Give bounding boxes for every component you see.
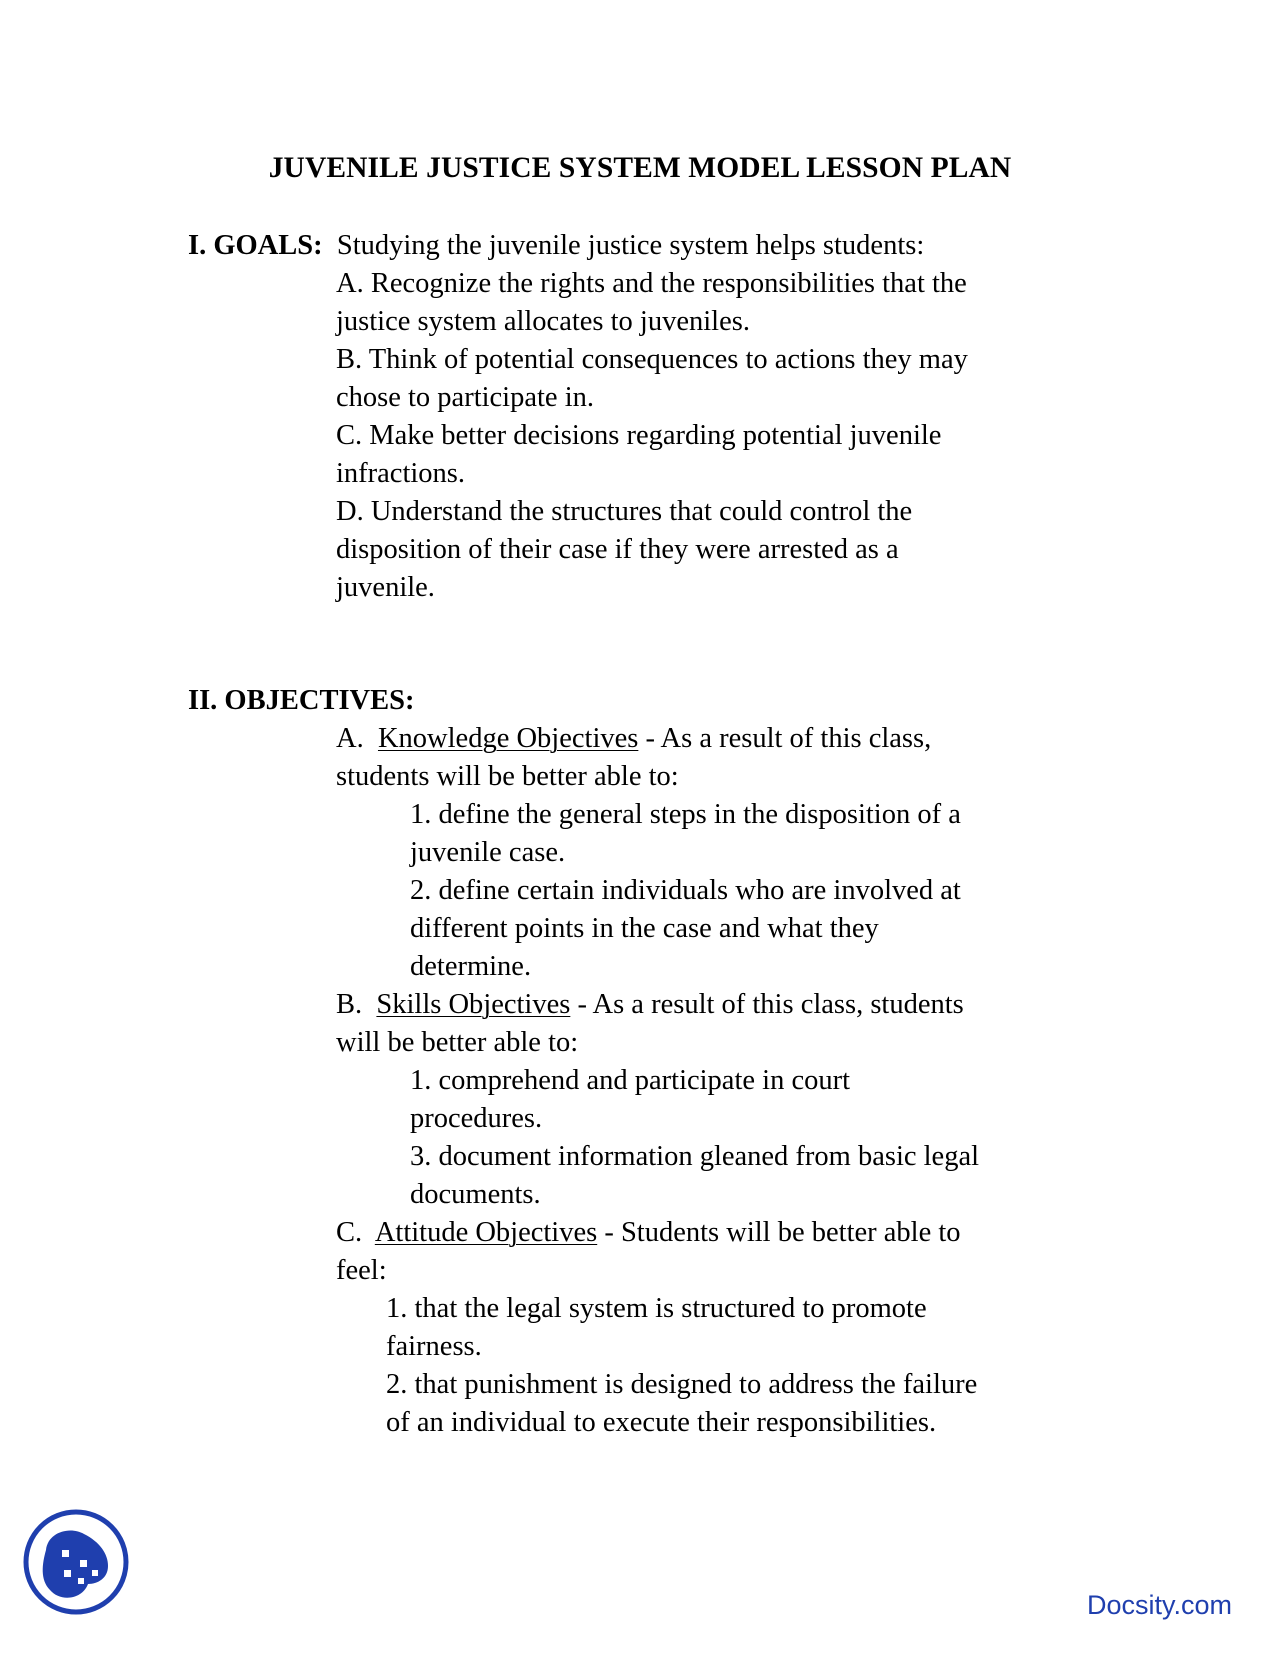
knowledge-item: 1. define the general steps in the disposition of a — [410, 799, 961, 830]
goal-line: juvenile. — [336, 572, 435, 603]
goal-line: disposition of their case if they were arrested as a — [336, 534, 899, 565]
attitude-cont: feel: — [336, 1255, 387, 1286]
skills-rest: - As a result of this class, students — [570, 989, 964, 1020]
skills-item: 3. document information gleaned from basic legal — [410, 1141, 980, 1172]
skills-objectives-line — [336, 986, 964, 1024]
knowledge-item: different points in the case and what they — [410, 913, 879, 944]
goal-line: D. Understand the structures that could control the — [336, 496, 913, 527]
goals-heading: I. GOALS: — [188, 230, 323, 261]
skills-cont: will be better able to: — [336, 1027, 579, 1058]
goal-line: justice system allocates to juveniles. — [336, 306, 750, 337]
knowledge-cont: students will be better able to: — [336, 761, 679, 792]
skills-item: documents. — [410, 1179, 541, 1210]
knowledge-objectives-label: Knowledge Objectives — [377, 723, 639, 754]
goals-intro: Studying the juvenile justice system helps students: — [336, 230, 925, 261]
attitude-item: 2. that punishment is designed to address the failure — [386, 1369, 978, 1400]
attitude-item: 1. that the legal system is structured to promote — [386, 1293, 927, 1324]
knowledge-item: juvenile case. — [410, 837, 566, 868]
goal-line: chose to participate in. — [336, 382, 594, 413]
goal-line: C. Make better decisions regarding potential juvenile — [336, 420, 942, 451]
knowledge-rest: - As a result of this class, — [638, 723, 932, 754]
skills-item: 1. comprehend and participate in court — [410, 1065, 850, 1096]
skills-prefix: B. — [336, 989, 377, 1020]
attitude-item: fairness. — [386, 1331, 482, 1362]
knowledge-item: determine. — [410, 951, 532, 982]
docsity-logo-icon[interactable] — [22, 1508, 130, 1616]
attitude-objectives-label: Attitude Objectives — [374, 1217, 598, 1248]
attitude-item: of an individual to execute their responsibilities. — [386, 1407, 937, 1438]
knowledge-prefix: A. — [336, 723, 378, 754]
skills-item: procedures. — [410, 1103, 543, 1134]
knowledge-item: 2. define certain individuals who are involved at — [410, 875, 961, 906]
goal-line: B. Think of potential consequences to actions they may — [336, 344, 968, 375]
attitude-objectives-line — [336, 1214, 961, 1252]
attitude-prefix: C. — [336, 1217, 375, 1248]
goal-line: A. Recognize the rights and the responsibilities that the — [336, 268, 967, 299]
skills-objectives-label: Skills Objectives — [376, 989, 571, 1020]
docsity-brand-link[interactable]: Docsity.com — [1086, 1590, 1232, 1620]
document-title: JUVENILE JUSTICE SYSTEM MODEL LESSON PLAN — [268, 152, 1012, 184]
knowledge-objectives-line — [336, 720, 931, 758]
goal-line: infractions. — [336, 458, 466, 489]
goals-line — [188, 227, 924, 265]
attitude-rest: - Students will be better able to — [597, 1217, 961, 1248]
objectives-heading: II. OBJECTIVES: — [188, 685, 415, 716]
